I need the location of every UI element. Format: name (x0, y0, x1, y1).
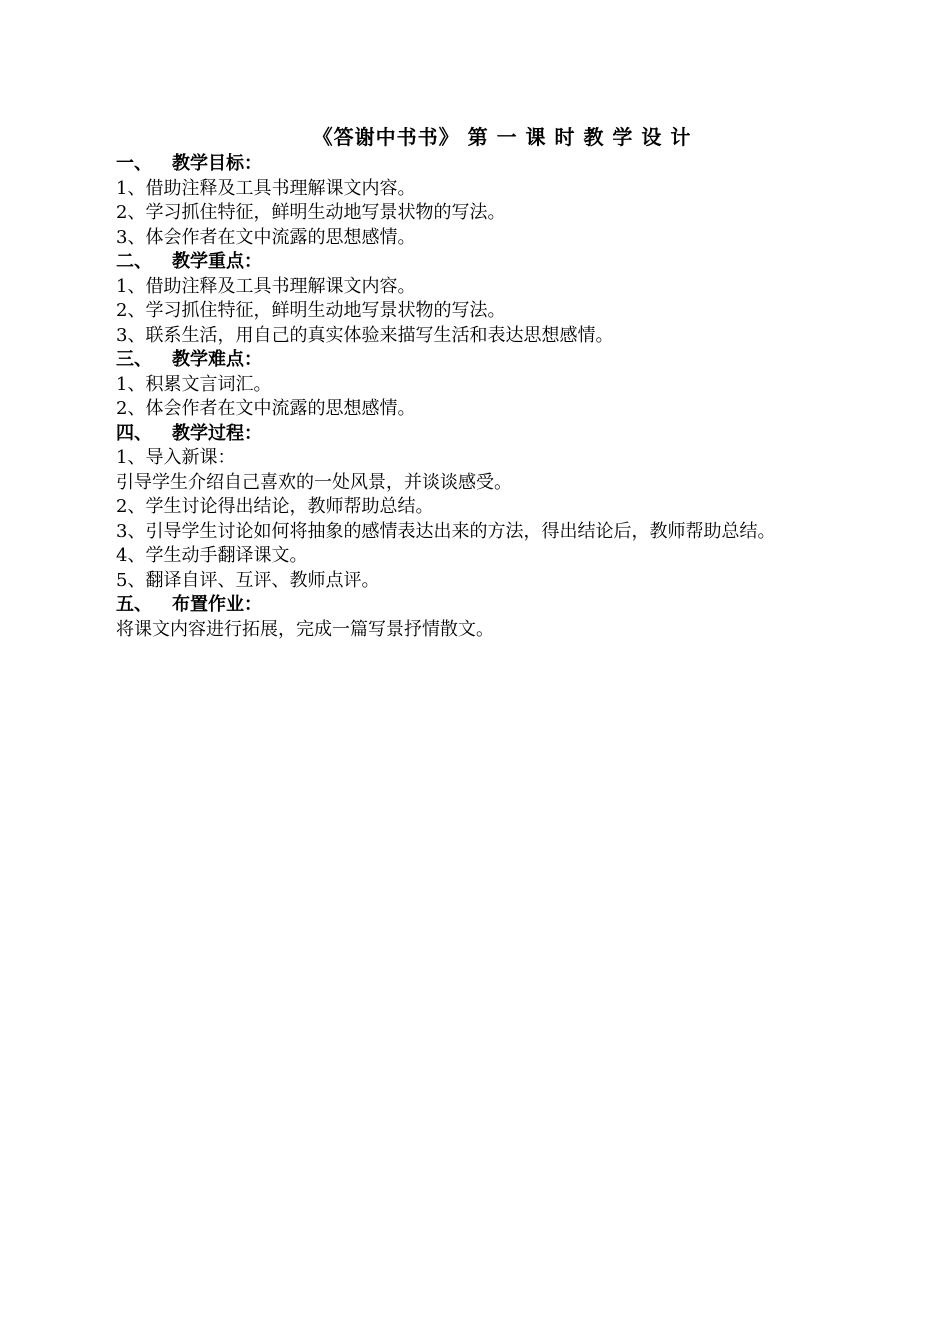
section-heading (116, 250, 838, 275)
section-key-points (116, 250, 838, 348)
section-heading (116, 593, 838, 618)
section-title: 教学重点： (172, 251, 262, 272)
section-heading (116, 422, 838, 447)
body-line: 引导学生介绍自己喜欢的一处风景，并谈谈感受。 (116, 471, 512, 493)
body-line: 2、学生讨论得出结论，教师帮助总结。 (116, 496, 434, 517)
body-line: 1、借助注释及工具书理解课文内容。 (116, 275, 416, 297)
body-line: 1、导入新课： (116, 447, 236, 468)
body-line: 5、翻译自评、互评、教师点评。 (116, 569, 380, 591)
section-title: 教学难点： (172, 349, 262, 370)
section-difficulties (116, 348, 838, 422)
body-line: 3、引导学生讨论如何将抽象的感情表达出来的方法，得出结论后，教师帮助总结。 (116, 520, 776, 542)
body-line: 3、联系生活，用自己的真实体验来描写生活和表达思想感情。 (116, 324, 614, 346)
body-line: 1、积累文言词汇。 (116, 373, 272, 395)
body-line: 2、体会作者在文中流露的思想感情。 (116, 398, 416, 419)
section-title: 布置作业： (172, 594, 262, 615)
section-objectives (116, 152, 838, 250)
document-page (116, 122, 838, 642)
section-number: 一、 (116, 153, 152, 174)
body-line: 1、借助注释及工具书理解课文内容。 (116, 177, 416, 199)
section-process (116, 422, 838, 594)
document-title: 《答谢中书书》 第 一 课 时 教 学 设 计 (312, 125, 692, 149)
body-line: 2、学习抓住特征，鲜明生动地写景状物的写法。 (116, 300, 506, 321)
body-line: 3、体会作者在文中流露的思想感情。 (116, 226, 416, 248)
section-number: 三、 (116, 349, 152, 370)
section-title: 教学过程： (172, 422, 262, 444)
body-line: 4、学生动手翻译课文。 (116, 545, 308, 566)
section-title: 教学目标： (172, 153, 262, 174)
section-number: 二、 (116, 251, 152, 272)
section-heading (116, 152, 838, 177)
section-number: 五、 (116, 594, 152, 615)
body-line: 将课文内容进行拓展，完成一篇写景抒情散文。 (116, 618, 494, 640)
section-heading (116, 348, 838, 373)
section-homework (116, 593, 838, 642)
body-line: 2、学习抓住特征，鲜明生动地写景状物的写法。 (116, 202, 506, 223)
section-number: 四、 (116, 422, 152, 444)
